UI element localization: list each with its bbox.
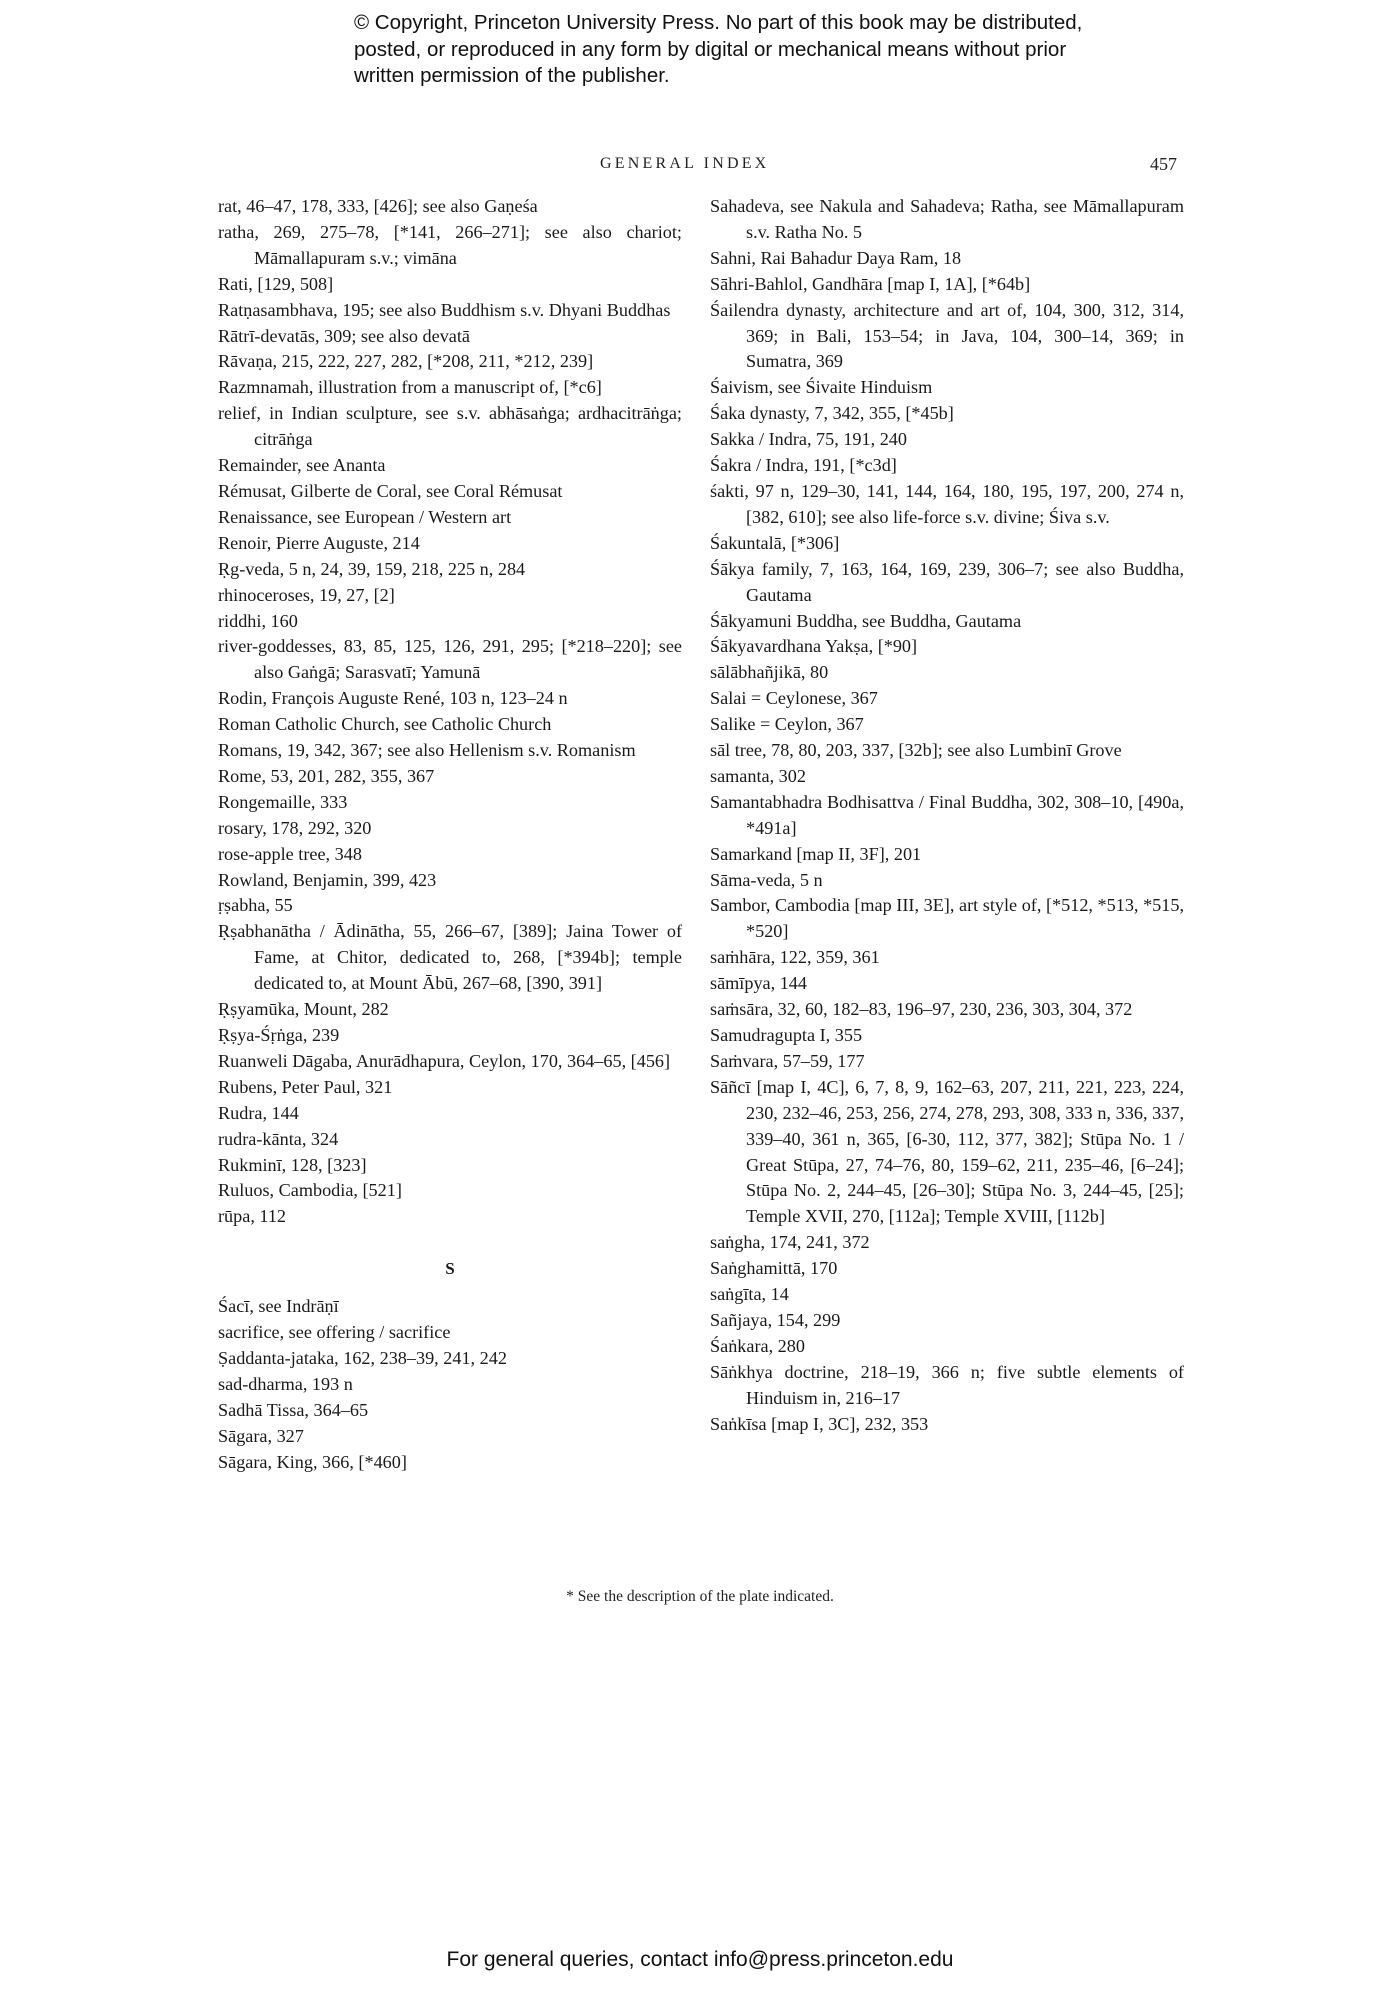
index-entry: saṁsāra, 32, 60, 182–83, 196–97, 230, 236, 303, 304, 372 — [710, 999, 1133, 1020]
index-entry: Rongemaille, 333 — [218, 791, 348, 812]
index-entry: riddhi, 160 — [218, 610, 298, 631]
index-entry: Remainder, see Ananta — [218, 455, 386, 476]
index-entry: Sāgara, King, 366, [*460] — [218, 1451, 407, 1472]
index-entry: Romans, 19, 342, 367; see also Hellenism s.v. Romanism — [218, 740, 636, 761]
index-entry: relief, in Indian sculpture, see s.v. abhāsaṅga; ardhacitrāṅga; citrāṅga — [218, 403, 682, 450]
index-entry: rose-apple tree, 348 — [218, 843, 362, 864]
index-entry: Sadhā Tissa, 364–65 — [218, 1399, 369, 1420]
index-entry: Ṛṣyamūka, Mount, 282 — [218, 999, 389, 1020]
index-entry: Rémusat, Gilberte de Coral, see Coral Rémusat — [218, 480, 563, 501]
index-entry: Ṛṣabhanātha / Ādinātha, 55, 266–67, [389]; Jaina Tower of Fame, at Chitor, dedicated to, 268, [*394b]; temple dedicated to, at Mount Ābū, 267–68, [390, 391] — [218, 921, 682, 994]
index-entry: Rātrī-devatās, 309; see also devatā — [218, 325, 471, 346]
index-entry: Ruluos, Cambodia, [521] — [218, 1180, 402, 1201]
index-entry: Sāñcī [map I, 4C], 6, 7, 8, 9, 162–63, 207, 211, 221, 223, 224, 230, 232–46, 253, 256, 274, 278, 293, 308, 333 n, 336, 337, 339–40, 361 n, 365, [6-30, 112, 377, 382]; Stūpa No. 1 / Great Stūpa, 27, 74–76, 80, 159–62, 211, 235–46, [6–24]; Stūpa No. 2, 244–45, [26–30]; Stūpa No. 3, 244–45, [25]; Temple XVII, 270, [112a]; Temple XVIII, [112b] — [710, 1076, 1184, 1227]
index-entry: Śaivism, see Śivaite Hinduism — [710, 377, 933, 398]
index-entry: Ṛṣya-Śṛṅga, 239 — [218, 1025, 340, 1045]
index-entry: Rome, 53, 201, 282, 355, 367 — [218, 765, 435, 786]
index-entry: sad-dharma, 193 n — [218, 1373, 353, 1394]
index-entry: Śakuntalā, [*306] — [710, 532, 840, 553]
index-entry: Roman Catholic Church, see Catholic Church — [218, 714, 552, 735]
index-entry: Sāṅkhya doctrine, 218–19, 366 n; five subtle elements of Hinduism in, 216–17 — [710, 1361, 1184, 1408]
index-entry: Salike = Ceylon, 367 — [710, 714, 864, 735]
index-entry: Sāgara, 327 — [218, 1425, 304, 1446]
index-entry: Rubens, Peter Paul, 321 — [218, 1076, 393, 1097]
index-entry: ṛṣabha, 55 — [218, 895, 293, 916]
index-entry: ratha, 269, 275–78, [*141, 266–271]; see also chariot; Māmallapuram s.v.; vimāna — [218, 221, 682, 268]
index-entry: Ruanweli Dāgaba, Anurādhapura, Ceylon, 170, 364–65, [456] — [218, 1050, 671, 1071]
index-entry: Ṣaddanta-jataka, 162, 238–39, 241, 242 — [218, 1348, 507, 1369]
index-entry: Salai = Ceylonese, 367 — [710, 688, 878, 709]
index-entry: rudra-kānta, 324 — [218, 1128, 339, 1149]
index-entry: Rudra, 144 — [218, 1102, 299, 1123]
index-entry: Śākya family, 7, 163, 164, 169, 239, 306–7; see also Buddha, Gautama — [710, 558, 1184, 605]
index-entry: Renoir, Pierre Auguste, 214 — [218, 532, 420, 553]
index-entry: sālābhañjikā, 80 — [710, 662, 829, 683]
running-head: GENERAL INDEX — [600, 155, 770, 172]
index-entry: river-goddesses, 83, 85, 125, 126, 291, 295; [*218–220]; see also Gaṅgā; Sarasvatī; Yamunā — [218, 636, 682, 683]
index-entry: sāl tree, 78, 80, 203, 337, [32b]; see also Lumbinī Grove — [710, 740, 1122, 761]
index-entry: sacrifice, see offering / sacrifice — [218, 1322, 451, 1343]
index-entry: saṅgīta, 14 — [710, 1284, 789, 1305]
index-column-right — [710, 194, 1184, 1438]
index-entry: Samarkand [map II, 3F], 201 — [710, 843, 922, 864]
index-entry: rhinoceroses, 19, 27, [2] — [218, 584, 395, 605]
index-entry: rūpa, 112 — [218, 1206, 287, 1227]
index-entry: Renaissance, see European / Western art — [218, 506, 512, 527]
index-entry: Ratṇasambhava, 195; see also Buddhism s.v. Dhyani Buddhas — [218, 299, 671, 320]
index-column-left — [218, 194, 682, 1476]
contact-footer: For general queries, contact info@press.princeton.edu — [446, 1948, 954, 1971]
index-entry: rat, 46–47, 178, 333, [426]; see also Gaṇeśa — [218, 196, 538, 216]
copyright-notice: © Copyright, Princeton University Press. No part of this book may be distributed, posted, or reproduced in any form by digital or mechanical means without prior written permission of the publisher. — [354, 11, 1083, 87]
index-entry: Sakka / Indra, 75, 191, 240 — [710, 429, 907, 450]
index-entry: Saṁvara, 57–59, 177 — [710, 1050, 865, 1071]
index-entry: Razmnamah, illustration from a manuscript of, [*c6] — [218, 377, 602, 398]
index-entry: Ṛg-veda, 5 n, 24, 39, 159, 218, 225 n, 284 — [218, 558, 526, 579]
index-entry: saṁhāra, 122, 359, 361 — [710, 947, 880, 968]
index-entry: Rodin, François Auguste René, 103 n, 123–24 n — [218, 688, 568, 709]
index-entry: Sambor, Cambodia [map III, 3E], art style of, [*512, *513, *515, *520] — [710, 895, 1184, 942]
index-entry: saṅgha, 174, 241, 372 — [710, 1232, 870, 1253]
index-entry: Śākyavardhana Yakṣa, [*90] — [710, 636, 918, 657]
index-entry: Śākyamuni Buddha, see Buddha, Gautama — [710, 610, 1022, 631]
index-entry: Rati, [129, 508] — [218, 273, 334, 294]
page-number: 457 — [1150, 154, 1177, 174]
index-entry: samanta, 302 — [710, 765, 806, 786]
index-entry: Sahni, Rai Bahadur Daya Ram, 18 — [710, 247, 962, 268]
plate-footnote: * See the description of the plate indicated. — [566, 1588, 834, 1605]
index-entry: Śaka dynasty, 7, 342, 355, [*45b] — [710, 403, 954, 424]
index-entry: Śacī, see Indrāṇī — [218, 1296, 339, 1317]
index-entry: Śailendra dynasty, architecture and art of, 104, 300, 312, 314, 369; in Bali, 153–54; in Java, 104, 300–14, 369; in Sumatra, 369 — [710, 299, 1184, 372]
index-entry: sāmīpya, 144 — [710, 973, 807, 994]
index-entry: Śaṅkara, 280 — [710, 1335, 805, 1356]
section-letter-heading: S — [445, 1259, 455, 1279]
index-entry: rosary, 178, 292, 320 — [218, 817, 372, 838]
index-entry: Sahadeva, see Nakula and Sahadeva; Ratha, see Māmallapuram s.v. Ratha No. 5 — [710, 196, 1184, 242]
index-entry: śakti, 97 n, 129–30, 141, 144, 164, 180, 195, 197, 200, 274 n, [382, 610]; see also life-force s.v. divine; Śiva s.v. — [710, 480, 1184, 527]
index-entry: Śakra / Indra, 191, [*c3d] — [710, 455, 897, 476]
index-entry: Rāvaṇa, 215, 222, 227, 282, [*208, 211, *212, 239] — [218, 351, 594, 372]
index-entry: Rowland, Benjamin, 399, 423 — [218, 869, 437, 890]
index-entry: Rukminī, 128, [323] — [218, 1154, 367, 1175]
index-entry: Sāma-veda, 5 n — [710, 869, 823, 890]
index-entry: Saṅghamittā, 170 — [710, 1258, 838, 1279]
index-entry: Samantabhadra Bodhisattva / Final Buddha, 302, 308–10, [490a, *491a] — [710, 791, 1184, 838]
index-entry: Saṅkīsa [map I, 3C], 232, 353 — [710, 1413, 929, 1434]
index-entry: Samudragupta I, 355 — [710, 1025, 863, 1045]
index-entry: Sañjaya, 154, 299 — [710, 1309, 841, 1330]
index-entry: Sāhri-Bahlol, Gandhāra [map I, 1A], [*64b] — [710, 273, 1031, 294]
